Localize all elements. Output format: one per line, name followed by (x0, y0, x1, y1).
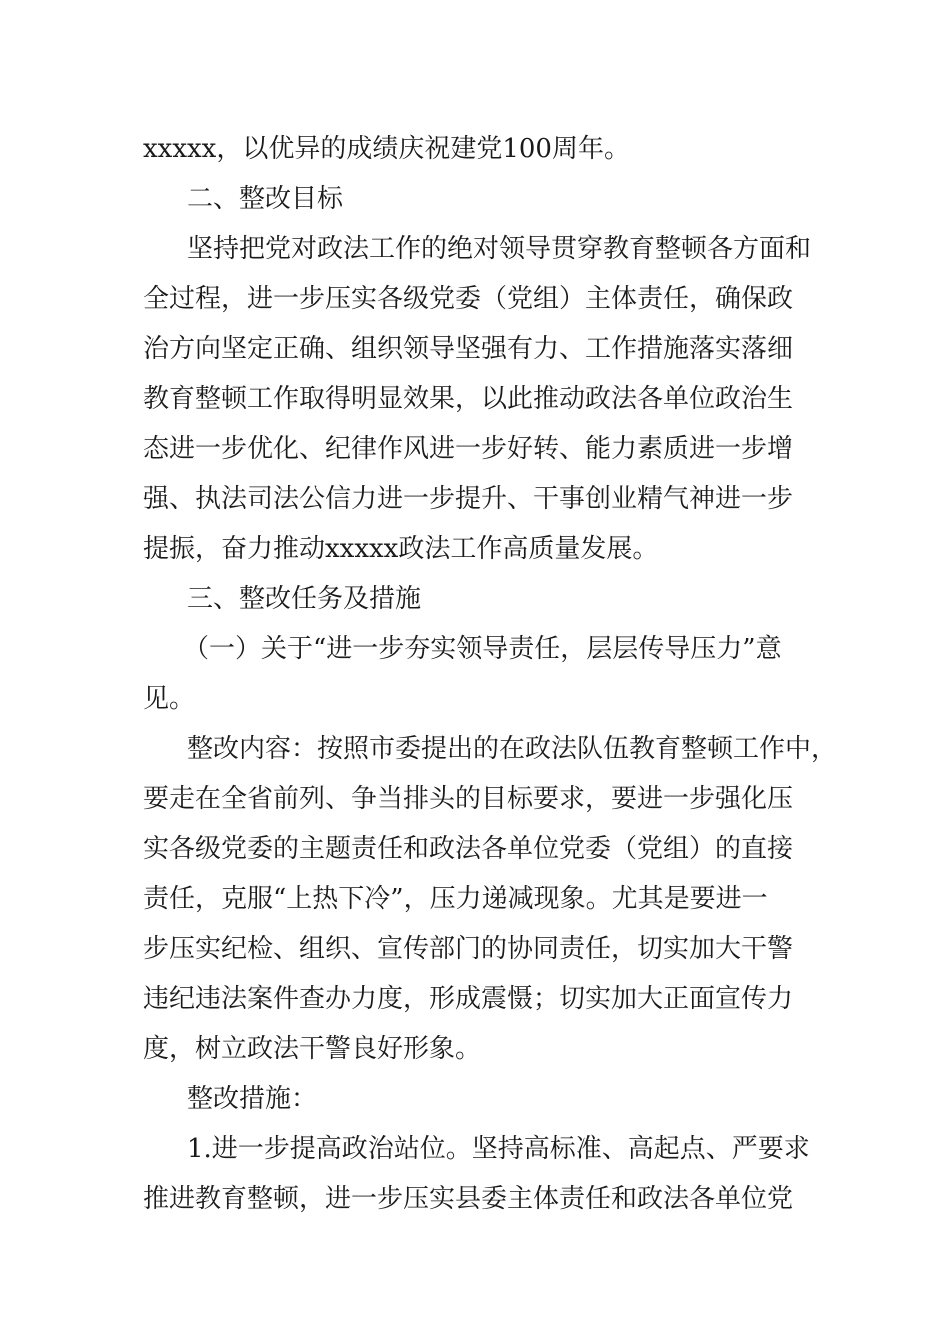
measures-heading: 整改措施： (187, 1084, 318, 1114)
text-line: 责任，克服“上热下冷”，压力递减现象。尤其是要进一 (143, 884, 768, 914)
text-line: 治方向坚定正确、组织领导坚强有力、工作措施落实落细 (143, 334, 794, 364)
text-line: 强、执法司法公信力进一步提升、干事创业精气神进一步 (143, 484, 794, 514)
text-line: 整改内容：按照市委提出的在政法队伍教育整顿工作中， (187, 734, 838, 764)
text-line: 实各级党委的主题责任和政法各单位党委（党组）的直接 (143, 834, 794, 864)
section-heading-tasks: 三、整改任务及措施 (187, 584, 422, 614)
text-line: 态进一步优化、纪律作风进一步好转、能力素质进一步增 (143, 434, 794, 464)
text-line: xxxxx，以优异的成绩庆祝建党100周年。 (143, 134, 630, 164)
text-line: 违纪违法案件查办力度，形成震慑；切实加大正面宣传力 (143, 984, 794, 1014)
text-line: 见。 (143, 684, 196, 714)
text-line: 步压实纪检、组织、宣传部门的协同责任，切实加大干警 (143, 934, 794, 964)
subsection-heading: （一）关于“进一步夯实领导责任，层层传导压力”意 (183, 634, 782, 664)
document-body (143, 124, 838, 1224)
text-line: 坚持把党对政法工作的绝对领导贯穿教育整顿各方面和 (187, 234, 812, 264)
text-line: 1.进一步提高政治站位。坚持高标准、高起点、严要求 (187, 1134, 810, 1164)
text-line: 教育整顿工作取得明显效果，以此推动政法各单位政治生 (143, 384, 794, 414)
text-line: 要走在全省前列、争当排头的目标要求，要进一步强化压 (143, 784, 794, 814)
section-heading-goals: 二、整改目标 (187, 184, 344, 214)
text-line: 度，树立政法干警良好形象。 (143, 1034, 482, 1064)
text-line: 提振，奋力推动xxxxx政法工作高质量发展。 (143, 534, 659, 564)
text-line: 全过程，进一步压实各级党委（党组）主体责任，确保政 (143, 284, 794, 314)
text-line: 推进教育整顿，进一步压实县委主体责任和政法各单位党 (143, 1184, 794, 1214)
